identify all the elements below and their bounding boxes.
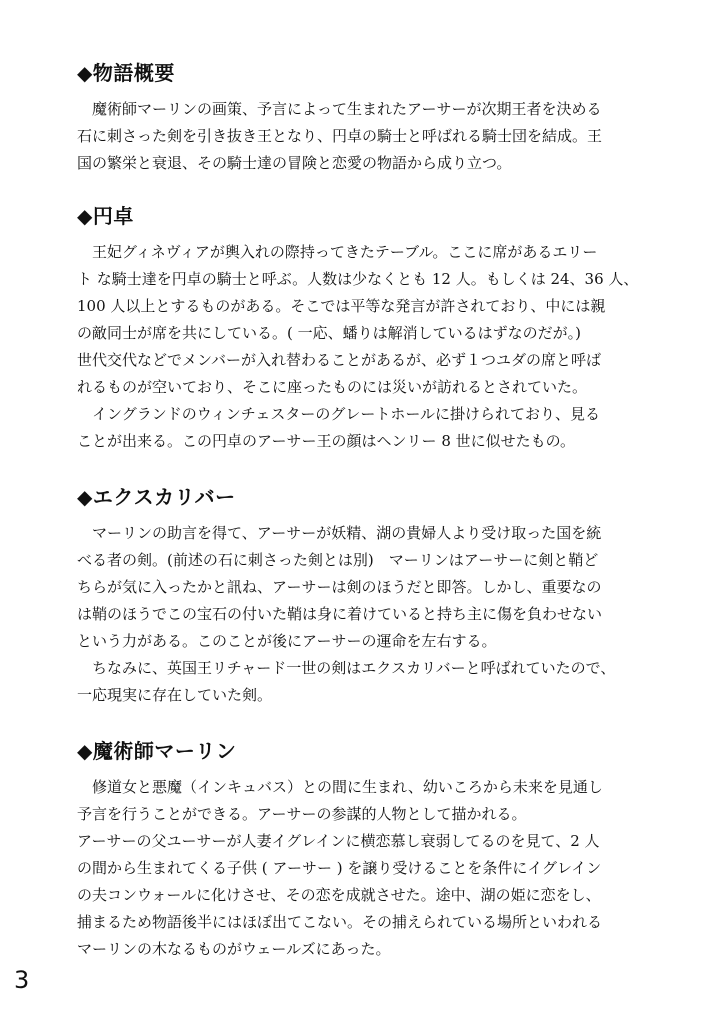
section-heading: ◆円卓	[77, 204, 134, 228]
text-line: の敵同士が席を共にしている。( 一応、蟠りは解消しているはずなのだが。)	[77, 324, 581, 342]
text-line: の夫コンウォールに化けさせ、その恋を成就させた。途中、湖の姫に恋をし、	[77, 886, 601, 904]
section-story-overview	[77, 60, 657, 177]
section-paragraph	[77, 774, 657, 963]
section-heading: ◆エクスカリバー	[77, 485, 236, 509]
text-line: 100 人以上とするものがある。そこでは平等な発言が許されており、中には親	[77, 297, 606, 315]
text-line: ちなみに、英国王リチャード一世の剣はエクスカリバーと呼ばれていたので、	[77, 659, 616, 677]
page-number: 3	[14, 966, 30, 994]
text-line: べる者の剣。(前述の石に刺さった剣とは別) マーリンはアーサーに剣と鞘ど	[77, 551, 599, 569]
text-line: 修道女と悪魔（インキュバス）との間に生まれ、幼いころから未来を見通し	[77, 778, 603, 796]
text-line: 捕まるため物語後半にはほぼ出てこない。その捕えられている場所といわれる	[77, 913, 603, 931]
text-line: は鞘のほうでこの宝石の付いた鞘は身に着けていると持ち主に傷を負わせない	[77, 605, 603, 623]
text-line: 石に刺さった剣を引き抜き王となり、円卓の騎士と呼ばれる騎士団を結成。王	[77, 127, 603, 145]
text-line: ちらが気に入ったかと訊ね、アーサーは剣のほうだと即答。しかし、重要なの	[77, 578, 602, 596]
text-line: ト な騎士達を円卓の騎士と呼ぶ。人数は少なくとも 12 人。もしくは 24、36 人、	[77, 270, 639, 288]
text-line: 国の繁栄と衰退、その騎士達の冒険と恋愛の物語から成り立つ。	[77, 154, 512, 172]
text-line: マーリンの助言を得て、アーサーが妖精、湖の貴婦人より受け取った国を統	[77, 524, 602, 542]
text-line: 世代交代などでメンバーが入れ替わることがあるが、必ず１つユダの席と呼ば	[77, 351, 601, 369]
section-excalibur	[77, 484, 657, 709]
text-line: イングランドのウィンチェスターのグレートホールに掛けられており、見る	[77, 405, 601, 423]
text-line: マーリンの木なるものがウェールズにあった。	[77, 940, 391, 958]
section-heading: ◆魔術師マーリン	[77, 739, 237, 763]
text-line: れるものが空いており、そこに座ったものには災いが訪れるとされていた。	[77, 378, 588, 396]
section-paragraph	[77, 520, 657, 709]
section-paragraph	[77, 239, 657, 455]
text-line: ことが出来る。この円卓のアーサー王の顔はヘンリー 8 世に似せたもの。	[77, 432, 576, 450]
section-heading: ◆物語概要	[77, 61, 175, 85]
text-line: の間から生まれてくる子供 ( アーサー ) を譲り受けることを条件にイグレイン	[77, 859, 602, 877]
text-line: 王妃グィネヴィアが輿入れの際持ってきたテーブル。ここに席があるエリー	[77, 243, 598, 261]
text-line: という力がある。このことが後にアーサーの運命を左右する。	[77, 632, 497, 650]
text-line: 一応現実に存在していた剣。	[77, 686, 273, 704]
section-paragraph	[77, 96, 657, 177]
text-line: アーサーの父ユーサーが人妻イグレインに横恋慕し衰弱してるのを見て、2 人	[77, 832, 600, 850]
text-line: 予言を行うことができる。アーサーの参謀的人物として描かれる。	[77, 805, 527, 823]
text-line: 魔術師マーリンの画策、予言によって生まれたアーサーが次期王者を決める	[77, 100, 602, 118]
section-round-table	[77, 203, 657, 455]
section-merlin	[77, 738, 657, 963]
